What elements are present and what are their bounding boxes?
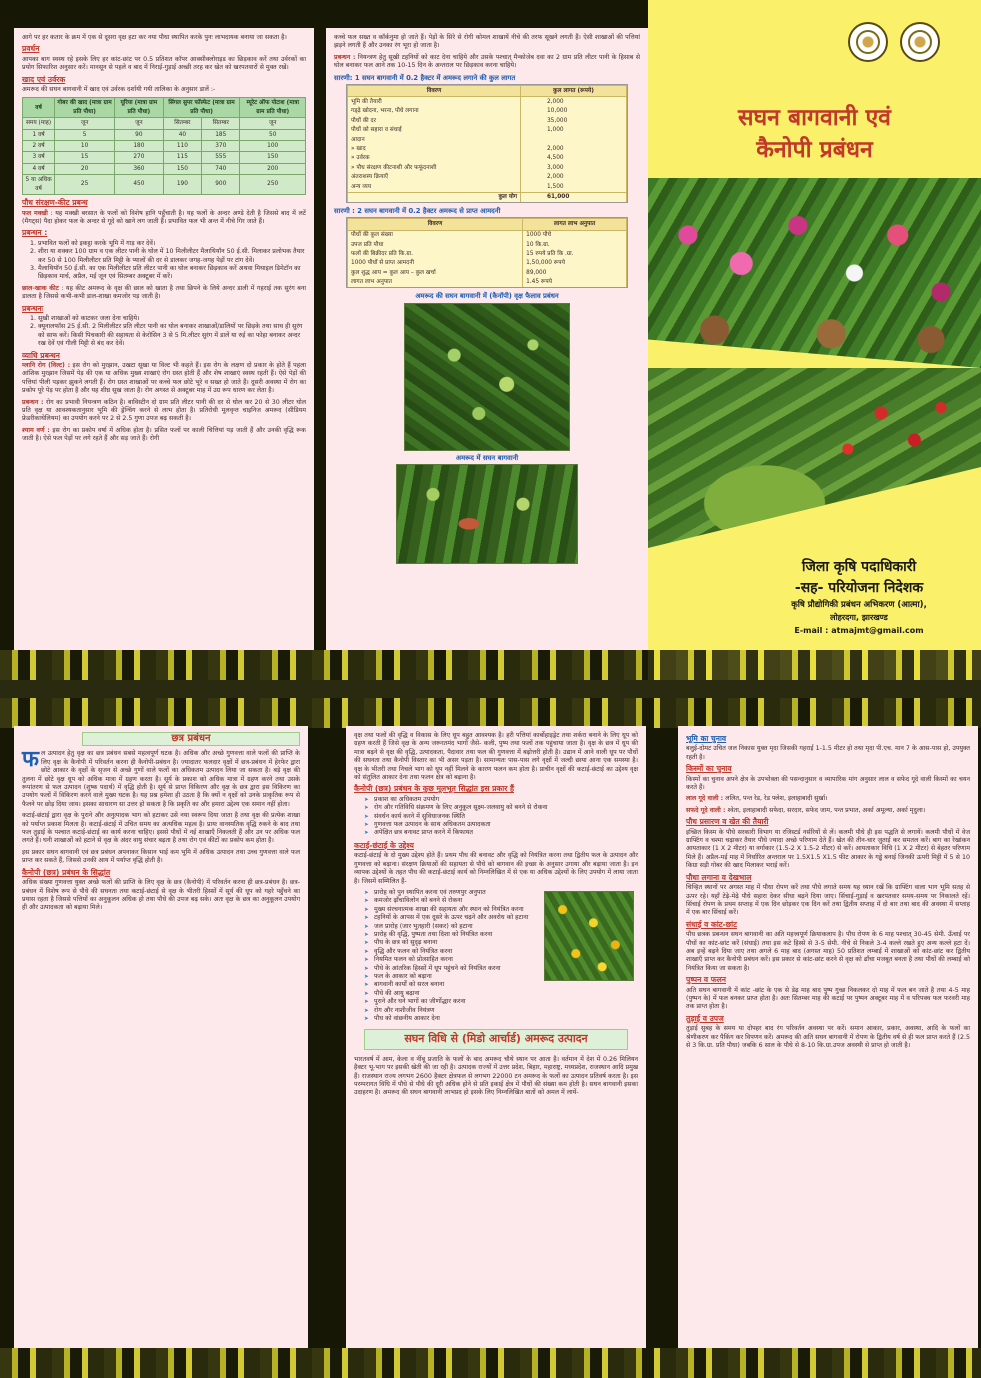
state-emblem-icon xyxy=(900,22,940,62)
paragraph: इच्छित किस्म के पौधे सरकारी विभाग या रजिस्टर्ड नर्सरियों से लें। कलमी पौधे ही इस पद्धति से लगायें। कलमी पौधों में वेज ग्राफ्टिंग व चश्मा चढ़ाकर तैयार पौधे ज्यादा अच्छे परिणाम देते हैं। खेत की तीन-चार जुताई कर समतल करें। बाग का रेखांकन आयताकार (1 X 2 मीटर) या वर्गाकार (1.5-2 X 1.5-2 मीटर) से करें। आयताकार विधि (1 X 2 मीटर) से बेहतर परिणाम मिले हैं। अप्रैल-मई माह में निर्धारित अन्तराल पर 1.5X1.5 X1.5 फीट आकार के गड्ढे बनाई जिनकी ऊपरी मिट्टी में 5 से 10 किग्रा सड़ी गोबर की खाद मिलाकर भराई करें। xyxy=(686,828,970,870)
table-cell: अन्य व्यय xyxy=(348,182,521,192)
table-cell: 185 xyxy=(202,129,240,140)
table-cell: 190 xyxy=(163,175,201,195)
table-total-row xyxy=(348,192,627,202)
paragraph xyxy=(334,54,640,71)
table-header-row xyxy=(23,98,306,118)
lead-term: प्रबन्धन : xyxy=(334,53,356,61)
list-item: ➤ मुख्य संरचनात्मक शाखा की सहायता और स्थान को नियंत्रित करना xyxy=(364,906,638,914)
table-cell: 740 xyxy=(202,163,240,174)
org-line: कृषि प्रौद्योगिकी प्रबंधन अभिकरण (आत्मा), xyxy=(791,600,927,610)
org-line: -सह- परियोजना निदेशक xyxy=(794,580,924,596)
table-cell: 360 xyxy=(115,163,164,174)
paragraph: इस प्रकार सघन बागवानी एवं छत्र प्रबंधन अपनाकर किसान भाई कम भूमि में अधिक उत्पादन तथा उच्च गुणवत्ता वाले फल प्राप्त कर सकते हैं, जिससे उनकी आय में पर्याप्त वृद्धि होती है। xyxy=(22,848,300,865)
table-cell: 900 xyxy=(202,175,240,195)
table-caption: सारणी: 1 सघन बागवानी में 0.2 हैक्टर में अमरूद लगाने की कुल लागत xyxy=(334,73,516,82)
paragraph-text: : यह मक्खी बरसात के फलों को विशेष हानि पहुँचाती है। यह फलों के अन्दर अण्डे देती है जिससे बाद में लटें (मैगट्स) पैदा होकर फल के अन्दर से गूदे को खाने लग जाती हैं। प्रभावित फल भी अन्त में नीचे गिर जाते हैं। xyxy=(22,209,306,225)
table-cell: 15 xyxy=(55,152,115,163)
lead-term: म्लानि रोग (विल्ट) : xyxy=(22,362,71,369)
panel-canopy-management xyxy=(14,726,308,1348)
table-cell: 25 xyxy=(55,175,115,195)
table-cell: 115 xyxy=(163,152,201,163)
table-cell: पौधों की दर xyxy=(348,116,521,125)
list-item: 2. क्यूनालफॉस 25 ई.सी. 2 मिलीलीटर प्रति लीटर पानी का घोल बनाकर शाखाओं/डालियों पर छिड़के तथा साथ ही सुरंग को साफ करें। किसी पिचकारी की सहायता से केरोसिन 3 से 5 मि.लीटर सुरंग में डालें या रुई का फोहा बनाकर अन्दर रख देवें एवं गीली मिट्टी से बंद कर देवें। xyxy=(38,323,306,348)
guava-canopy-photo xyxy=(404,303,570,451)
table-cell: भूमि की तैयारी xyxy=(348,97,521,107)
table-caption: सारणी : 2 सघन बागवानी में 0.2 हैक्टर अमरूद से प्राप्त आमदनी xyxy=(334,206,501,215)
table-cell: 100 xyxy=(240,141,306,152)
paragraph-text: रोग का प्रभावी नियन्त्रण कठिन है। बाविस्टीन दो ग्राम प्रति लीटर पानी की दर से घोल कर 20 से 30 लीटर घोल प्रति वृक्ष या आवश्यकतानुसार भूमि की ड्रेन्चिंग करने से लाभ होता है। प्रतिरोधी मूलवृन्त चाइनिज अमरूद (सीडियम फ्रेडरीकाथेलियम) का उपयोग करने पर 2 से 2.5 गुणा उपज बढ़ सकती है। xyxy=(22,398,306,423)
heading-disease-management: व्याधि प्रबन्धन xyxy=(22,350,60,360)
paragraph-text: ल उत्पादन हेतु वृक्ष का छत्र प्रबंधन सबसे महत्वपूर्ण घटक है। अधिक और अच्छे गुणवत्ता वाले फलों की प्राप्ति के लिए वृक्ष के कैनोपी में परिवर्तन करना ही कैनोपी-प्रबंधन है। ज्यादातर फलदार वृक्षों में छत्र-प्रबंधन में हेरफेर द्वारा छोटे आकार के वृक्षों के सृजन से अच्छे गुणों वाले फलों का अधिकतम उत्पादन लिया जा सकता है। बड़े वृक्ष की तुलना में छोटे वृक्ष धूप को अधिक मात्रा में ग्रहण करता है। सूर्य के प्रकाश को अधिक मात्रा में ग्रहण करने तथा उसके रूपांतरण से फल उत्पादन (शुष्क पदार्थ) में वृद्धि होती है। सूर्य से प्राप्त विकिरण और वृक्ष के छत्र द्वारा इस विकिरण का उपयोग फलों में विकिरण करने वाले मुख्य घटक है। यह प्रश्न हमेशा ही उठता है कि क्यों न वृक्षों को उनके प्राकृतिक रूप से फैलने पर छोड़ दिया जाय। इसका साधारण सा उत्तर हो सकता है कि प्रकृति का और हमारा उद्देश्य एक समान नहीं होता। xyxy=(22,750,300,808)
lead-term: फल मक्खी xyxy=(22,209,48,217)
paragraph-text: नियन्त्रण हेतु सूखी टहनियों को काट देना चाहिये और उसके पश्चात् मैन्कोजेब दवा का 2 ग्राम प्रति लीटर पानी के हिसाब से घोल बनाकर फल आने तक 10-15 दिन के अन्तराल पर छिड़काव करना चाहिये। xyxy=(334,53,640,70)
table-cell: पौधों को सहारा व संधाई xyxy=(348,126,521,135)
paragraph xyxy=(22,210,306,227)
guava-orchard-photo xyxy=(396,464,578,564)
table-cell: 2 वर्ष xyxy=(23,141,55,152)
table-cell: 270 xyxy=(115,152,164,163)
list-item: ➤ प्रारोह की वृद्धि, पुष्पता तथा दिशा को नियंत्रित करना xyxy=(364,931,638,939)
brochure-inner-side xyxy=(0,698,981,1378)
paragraph-text: ललित, पन्त रेड, रेड फ्लेश, इलाहाबादी सुर्खा। xyxy=(725,795,828,803)
list-item: ➤ अपेक्षित छत्र बनावट प्राप्त करने में किफायत xyxy=(364,829,638,837)
table-cell: फलों की बिक्रीदर प्रति कि.ग्रा. xyxy=(348,250,523,259)
panel-cultivation-steps xyxy=(678,726,978,1348)
table-cell: लागत लाभ अनुपात xyxy=(348,278,523,287)
paragraph xyxy=(686,807,970,815)
table-cell: » पौध संरक्षण कीटनाशी और फफूंदनाशी xyxy=(348,163,521,172)
department-seal-icon xyxy=(848,22,888,62)
table-row xyxy=(23,163,306,174)
table-cell xyxy=(520,135,626,144)
table-header-cell: सिंगल सुपर फॉस्फेट (मात्रा ग्राम प्रति पौधा) xyxy=(163,98,240,118)
table-cell: 1000 पौधों से प्राप्त आमदनी xyxy=(348,259,523,268)
list-item: ➤ कमजोर ढ़ाँचाविलोन को बनने से रोकना xyxy=(364,897,638,905)
table-cell: पौधों की कुल संख्या xyxy=(348,230,523,240)
table-row xyxy=(348,182,627,192)
management-list xyxy=(38,315,306,349)
table-header-cell: म्यूरेट ऑफ पोटाश (मात्रा ग्राम प्रति पौधा) xyxy=(240,98,306,118)
table-row xyxy=(348,126,627,135)
list-item: 2. शीरा या शक्कर 100 ग्राम व एक लीटर पानी के घोल में 10 मिलीलीटर मैलाथियॉन 50 ई.सी. मिलाकर प्रलोभक तैयार कर 50 से 100 मिलीलीटर प्रति मिट्टी के प्यालों की दर से डालकर जगह-जगह पेड़ों पर टांग देवें। xyxy=(38,248,306,265)
table-cell: 61,000 xyxy=(520,192,626,202)
heading-pruning-objectives: कटाई-छंटाई के उद्देश्य xyxy=(354,840,414,850)
email-address: atmajmt@gmail.com xyxy=(831,626,924,635)
apple-orchard-photo xyxy=(648,368,981,548)
table-header-cell: गोबर की खाद (मात्रा ग्राम प्रति पौधा) xyxy=(55,98,115,118)
paragraph: कटाई-छंटाई द्वारा वृक्ष के पुराने और अनुत्पादक भाग को हटाकर उसे नया स्वरूप दिया जाता है तथा वृक्ष की प्रत्येक शाखा को पर्याप्त प्रकाश मिलता है। कटाई-छंटाई में उचित समय का अत्यधिक महत्व है। प्रायः वानस्पतिक वृद्धि रुकने के बाद तथा फल तुड़ाई के पश्चात कटाई-छंटाई का कार्य करना चाहिए। इससे पौधों में नई शाखाएँ निकलती हैं और उन पर अधिक फल लगते हैं। घनी शाखाओं को हटाने से वृक्ष के अंदर वायु संचार बढ़ता है तथा रोग एवं कीटों का प्रकोप कम होता है। xyxy=(22,812,300,845)
income-table xyxy=(346,217,628,288)
table-cell: 110 xyxy=(163,141,201,152)
table-cell: गड्ढ़े खोदना, भरना, पौधे लगाना xyxy=(348,107,521,116)
panel-nutrient-pest-management xyxy=(14,28,314,650)
table-cell: 1,50,000 रूपये xyxy=(523,259,627,268)
paragraph xyxy=(22,362,306,396)
table-cell: 150 xyxy=(163,163,201,174)
table-cell: 555 xyxy=(202,152,240,163)
paragraph: किस्मों का चुनाव अपने क्षेत्र के उपभोक्ता की पसन्दानुसार व व्यापारिक मांग अनुसार लाल व सफेद गूदे वाली किस्मों का चयन करते हैं। xyxy=(686,775,970,792)
section-banner: सघन विधि से (मिडो आर्चार्ड) अमरूद उत्पादन xyxy=(364,1029,628,1049)
list-item: ➤ फल के आकार को बढ़ाना xyxy=(364,973,638,981)
table-cell: 370 xyxy=(202,141,240,152)
list-item: ➤ पौधे के आंतरिक हिस्सों में धूप पहुंचने को नियंत्रित करना xyxy=(364,965,638,973)
table-cell: 35,000 xyxy=(520,116,626,125)
list-item: ➤ पौध के छत्र को सुदृढ़ बनाना xyxy=(364,939,638,947)
list-item: 3. मैलाथियॉन 50 ई.सी. का एक मिलीलीटर प्रति लीटर पानी का घोल बनाकर छिड़काव करें अथवा मिथाइल डिमेटॉन का छिड़काव मार्च, अप्रैल, मई जून एवं सितम्बर अक्टूबर में करें। xyxy=(38,265,306,282)
heading-harvest-yield: तुड़ाई व उपज xyxy=(686,1013,724,1023)
foliage-border xyxy=(0,1348,981,1378)
paragraph: बलुई-दोमट उचित जल निकास युक्त मृदा जिसकी गहराई 1-1.5 मीटर हो तथा मृदा पी.एच. मान 7 के आस-पास हो, उपयुक्त रहती है। xyxy=(686,745,970,761)
table-row xyxy=(348,268,627,277)
cover-title-line: सघन बागवानी एवं xyxy=(738,104,891,131)
paragraph-text: इस रोग का प्रकोप वर्षा में अधिक होता है। प्रसित फलों पर काली चित्तियां पड़ जाती हैं और उनकी वृद्धि रूक जाती है। ऐसे फल पेड़ों पर लगे रहते हैं और सड़ जाते हैं। रोगी xyxy=(22,426,306,443)
list-item: ➤ प्रकाश का अधिकतम उपयोग xyxy=(364,796,638,804)
table-cell: 1,500 xyxy=(520,182,626,192)
paragraph: पौध छत्रक प्रबन्धन सघन बागवानी का अति महत्त्वपूर्ण क्रियाकलाप है। पौध रोपण के 6 माह पश्चात् 30-45 सेमी. ऊँचाई पर पौधों का कांट-छांट करें (संधाई) तथा इस कटे हिस्से से 3-5 सेमी. नीचे से निकले 3-4 कल्ले रखते हुए अन्य कल्ले हटा दें। अब इन्हें बढ़ने दिया जाए तथा अगले 6 माह बाद (अगस्त माह) 50 प्रतिशत लम्बाई में शाखाओं को कांट-छांट कर द्वितीय शाखाएँ प्राप्त कर कैनोपी प्रबंधन करें। इस प्रकार से कांट-छांट करने से वृक्ष को ढाँचा मजबूत बनता है तथा पौधों की लम्बाई को नियंत्रित किया जा सकता है। xyxy=(686,931,970,972)
heading-training-pruning: संधाई व कांट-छांट xyxy=(686,919,737,929)
table-row xyxy=(348,278,627,287)
org-line: लोहरदगा, झारखण्ड xyxy=(830,613,888,622)
table-cell: » उर्वरक xyxy=(348,154,521,163)
table-cell: 10 कि.ग्रा. xyxy=(523,240,627,249)
table-cell: अंतराशस्य क्रियाएँ xyxy=(348,173,521,182)
list-item: ➤ रोग और नाशीजीव नियंत्रण xyxy=(364,1007,638,1015)
table-row xyxy=(23,118,306,129)
heading-field-preparation: पौध प्रसारण व खेत की तैयारी xyxy=(686,817,769,827)
paragraph xyxy=(22,285,306,302)
paragraph: आगे पर हर कतार के क्रम में एक से दूसरा वृक्ष हटा कर नया पौधा स्थापित करके पुनः लाभदायक बनाया जा सकता है। xyxy=(22,34,287,41)
table-cell: 1 वर्ष xyxy=(23,129,55,140)
table-cell: समय (माह) xyxy=(23,118,55,129)
table-cell: कुल योग xyxy=(348,192,521,202)
heading-variety-selection: किस्मों का चुनाव xyxy=(686,764,732,774)
paragraph: भारतवर्ष में आम, केला व नींबू प्रजाति के फलों के बाद अमरूद चौथे स्थान पर आता है। वर्तमान में देश में 0.26 मिलियन हैक्टर भू-भाग पर इसकी खेती की जा रही है। उत्पादक राज्यों में उत्तर प्रदेश, बिहार, महाराष्ट्र, मध्यप्रदेश, राजस्थान आदि प्रमुख हैं। राजस्थान राज्य लगभग 2600 हैक्टर क्षेत्रफल से लगभग 22000 टन अमरूद के फलों का उत्पादन प्रतिवर्ष करता है। इस परम्परागत विधि में पौधे से पौधे की दूरी अधिक होने से प्रति इकाई क्षेत्र में पौधों की संख्या कम होती है। सघन बागवानी इसका उदाहरण है। अमरूद की सघन बागवानी लाभप्रद हो इसके लिए निम्नलिखित बातों को अमल में लायें- xyxy=(354,1055,638,1097)
paragraph-text: श्वेता, इलाहाबादी सफेदा, सरदार, सफेद जाम, पन्त प्रभात, अर्का अमूल्या, अर्का मृदुला। xyxy=(727,806,926,814)
photo-caption: अमरूद की सघन बागवानी में (कैनॉपी) वृक्ष फैलाव प्रबंधन xyxy=(415,292,559,301)
list-item: ➤ टहनियों के आपस में एक दूसरे के ऊपर चढ़ने और अवरोध को हटाना xyxy=(364,914,638,922)
table-cell: 450 xyxy=(115,175,164,195)
table-cell: 3,000 xyxy=(520,163,626,172)
paragraph: अति सघन बागवानी में कांट -छांट के एक से डेढ़ माह बाद पुष्प गुच्छ निकलकर दो माह में फल बन जाते है तथा 4-5 माह (पुष्पन के) में फल बनकर प्राप्त होता है। अतः सितम्बर माह की कटाई पर पुष्पन अक्टूबर माह में व परिपक्व फल फरवरी माह तक प्राप्त होता है। xyxy=(686,986,970,1011)
lead-term: लाल गूदे वाली : xyxy=(686,795,724,803)
org-line: जिला कृषि पदाधिकारी xyxy=(801,559,917,575)
table-cell: 5 xyxy=(55,129,115,140)
table-row xyxy=(348,240,627,249)
table-cell: 1.45 रूपये xyxy=(523,278,627,287)
table-row xyxy=(348,173,627,182)
paragraph xyxy=(22,399,306,424)
paragraph xyxy=(22,747,300,809)
cost-table xyxy=(346,84,628,203)
table-row xyxy=(348,230,627,240)
table-row xyxy=(348,97,627,107)
lead-term: श्याम वर्ण : xyxy=(22,426,50,434)
paragraph: अधिक संख्या गुणवत्ता युक्त अच्छे फलों की प्राप्ति के लिए वृक्ष के छत्र (कैनोपी) में परिवर्तन करना ही छत्र-प्रबंधन है। छत्र-प्रबंधन में विशेष रूप से पौधे की सघनता तथा कटाई-छंटाई से वृक्ष के भीतरी हिस्सों में सूर्य की धूप को गहरे पहुँचने का प्रयास रहता है जिससे पत्तियों का अनुकूलन अधिक हो तथा पौधे की उपज बढ़ सके। अतः वृक्ष के छत्र का अनुकूलन उपयोग ही और उत्पादकता को बढ़ाया मिले। xyxy=(22,879,300,912)
heading-pravardhan: प्रवर्धन xyxy=(22,44,40,54)
table-cell: आदान xyxy=(348,135,521,144)
section-banner: छत्र प्रबंधन xyxy=(82,732,300,746)
table-row xyxy=(348,250,627,259)
table-row xyxy=(348,116,627,125)
drop-cap: फ xyxy=(22,747,39,773)
table-cell: सितम्बर xyxy=(202,118,240,129)
lead-term: सफदे गूदे वाली : xyxy=(686,806,726,814)
table-row xyxy=(348,154,627,163)
heading-basic-principles: कैनोपी (छत्र) प्रबंधन के कुछ मूलभूत सिद्धांत इस प्रकार हैं xyxy=(354,784,515,794)
table-header-cell: यूरिया (मात्रा ग्राम प्रति पौधा) xyxy=(115,98,164,118)
table-row xyxy=(348,107,627,116)
table-cell: जून xyxy=(55,118,115,129)
heading-pest-management: पौध संरक्षण-कीट प्रबन्ध xyxy=(22,198,88,208)
cover-panel xyxy=(648,0,981,680)
heading-manure-fertilizer: खाद एवं उर्वरक xyxy=(22,74,66,84)
management-list xyxy=(38,240,306,282)
list-item: ➤ पुराने और घने भागों का जीर्णोद्धार करना xyxy=(364,998,638,1006)
table-header-cell: विवरण xyxy=(348,219,523,230)
paragraph: वृक्ष तथा फलों की वृद्धि व विकास के लिए धूप बहुत आवश्यक है। हरी पत्तियां कार्बोहाइड्रेट तथा शर्करा बनाने के लिए धूप को ग्रहण करती हैं जिसे वृक्ष के अन्य जरूरतमंद भागों जैसे- कली, पुष्प तथा फलों तक पहुंचाया जाता है। वृक्ष के छत्र में धूप की मात्रा बढ़ने से वृक्ष की वृद्धि, उत्पादकता, पैदावार तथा फल की गुणवत्ता में बढ़ोत्तरी होती है। उद्यान में आने वाली धूप पर पौधों की सघनता तथा कैनोपी विस्तार का भी असर पड़ता है। सामान्यतः पास-पास लगे वृक्षों में जल्दी छाया आना एक समस्या है। वृक्ष के भीतरी तथा निचले भाग को धूप नहीं मिलने के कारण फलन कम होता है। प्राचीन वृक्षों की कटाई-छंटाई का उद्देश्य वृक्ष को संतुलित आकार देना तथा फलन क्षेत्र को बढ़ाना है। xyxy=(354,732,638,782)
table-cell: 40 xyxy=(163,129,201,140)
paragraph: कटाई-छंटाई के दो मुख्य उद्देश्य होते हैं। प्रथम पौध की बनावट और वृद्धि को नियंत्रित करना तथा द्वितीय फल के उत्पादन और गुणवत्ता को बढ़ाना। संरक्षण क्रियाओं की सहायता से पौधे को बागवान की इच्छा के अनुसार उगाया और बढ़ाया जाता है। इन व्यापक उद्देश्यों के तहत पौध की कटाई-छंटाई कार्य को निम्नलिखित में से एक या अधिक उद्देश्यों के लिए उपयोग में लाया जाता है। जिसमें सम्मिलित हैं- xyxy=(354,852,638,885)
table-header-cell: विवरण xyxy=(348,86,521,97)
panel-cost-income xyxy=(326,28,648,650)
paragraph: आपका बाग स्वस्थ रहे इसके लिए हर कांट-छांट पर 0.5 प्रतिशत कॉपर आक्सीक्लोराइड का छिड़काव करें तथा उर्वरकों का प्रयोग सिफारिश अनुसार करें। मानसून से पहले व बाद में निराई-गुड़ाई अच्छी तरह कर खेत को खरपतवारों से मुक्त रखें। xyxy=(22,55,306,72)
table-cell: जून xyxy=(115,118,164,129)
table-cell: 15 रुपये प्रति कि .ग्रा. xyxy=(523,250,627,259)
email-line xyxy=(744,624,974,638)
table-cell: 4 वर्ष xyxy=(23,163,55,174)
table-cell: 2,000 xyxy=(520,97,626,107)
list-item: ➤ पौध को वांछनीय आकार देना xyxy=(364,1015,638,1023)
cover-title xyxy=(648,102,981,166)
heading-flowering-fruiting: पुष्पन व फलन xyxy=(686,975,727,985)
table-header-row xyxy=(348,219,627,230)
table-header-cell: कुल लागत (रूपये) xyxy=(520,86,626,97)
organization-block xyxy=(744,556,974,638)
table-cell: 4,500 xyxy=(520,154,626,163)
list-item: 1. प्रभावित फलों को इकट्ठा करके भूमि में गाड़ कर देवें। xyxy=(38,240,306,248)
table-cell: 1000 पौधे xyxy=(523,230,627,240)
photo-caption: अमरूद में सघन बागवानी xyxy=(455,453,519,462)
table-cell: 3 वर्ष xyxy=(23,152,55,163)
list-item: ➤ गुणवत्ता फल उत्पादन के साथ अधिकतम उत्पादकता xyxy=(364,821,638,829)
fertilizer-table xyxy=(22,97,306,195)
table-row xyxy=(23,141,306,152)
table-cell: 50 xyxy=(240,129,306,140)
table-row xyxy=(348,163,627,172)
table-cell: 5 या अधिक वर्ष xyxy=(23,175,55,195)
heading-management: प्रबन्धनः xyxy=(22,303,44,313)
list-item: ➤ संवर्धन कार्य करने में सुविधाजनक स्थिति xyxy=(364,813,638,821)
table-cell: 89,000 xyxy=(523,268,627,277)
panel-pruning-objectives xyxy=(346,726,646,1348)
table-header-row xyxy=(348,86,627,97)
paragraph-text: : यह कीट अमरूद के वृक्ष की छाल को खाता है तथा छिपने के लिये अन्दर डाली में गहराई तक सुरंग बना डालता है जिससे कभी-कभी डाल-शाखा कमजोर पड़ जाती है। xyxy=(22,284,306,301)
list-item: ➤ प्रारोह को पुन स्थापित करना एवं तरुणपुर अनुपात xyxy=(364,889,638,897)
table-cell: 150 xyxy=(240,152,306,163)
objectives-list xyxy=(364,889,638,1024)
paragraph-text: इस रोग को मुरझान, उखटा सूखा या विल्ट भी कहते हैं। इस रोग के लक्षण दो प्रकार के होते हैं पहला आंशिक मुरझान जिसमें पेड़ की एक या अधिक मुख्य शाखाएं रोग ग्रस्त होती हैं और शेष शाखाएं स्वस्थ रहती हैं। ऐसे पेड़ों की पत्तियां पीली पड़कर झुकने लगती हैं। रोग ग्रस्त शाखाओं पर कच्चे फल छोटे भूरे व सख्त हो जाते हैं। दूसरी अवस्था में रोग का प्रकोप पूरे पेड़ पर होता है और यह शीघ्र सूख जाता है। रोग अगस्त से अक्टूबर माह में उग्र रूप धारण कर लेता है। xyxy=(22,362,306,395)
list-item: ➤ पौधे की आयु बढ़ाना xyxy=(364,990,638,998)
paragraph: कच्चे फल सख्त व कॉर्कनुमा हो जाते हैं। पेड़ों के सिरे से रोगी कोमल शाखायें नीचे की तरफ सूखने लगती हैं। ऐसी शाखाओं की पत्तियां झड़ने लगती हैं और उनका रंग भूरा हो जाता है। xyxy=(334,34,640,50)
table-cell: उपज प्रति पौधा xyxy=(348,240,523,249)
list-item: ➤ वृद्धि और फलन को नियंत्रित करना xyxy=(364,948,638,956)
lead-term: छाल-खाक कीट xyxy=(22,284,59,292)
principles-list xyxy=(364,796,638,838)
table-cell: 10 xyxy=(55,141,115,152)
table-cell: 20 xyxy=(55,163,115,174)
paragraph: चिन्हित स्थानों पर अगस्त माह में पौधा रोपण करें तथा पौधे लगाते समय यह ध्यान रखें कि ग्राफ्टिंग वाला भाग भूमि सतह से ऊपर रहे। यहाँ टेढ़े-मेढ़े पौधे सहारा देकर सीधा बढ़ने दिया जाए। सिंचाई-गुड़ाई व खरपतवार समय-समय पर निकालते रहें। सिंचाई रोपण के प्रथम सप्ताह में एक दिन छोड़कर एक दिन करें तथा द्वितीय सप्ताह में दो बार तथा बाद की अवस्था में सप्ताह में एक बार सिंचाई करें। xyxy=(686,884,970,917)
table-row xyxy=(348,135,627,144)
table-cell: 250 xyxy=(240,175,306,195)
list-item: ➤ जल प्रारोह (जार भुतहारी (सकर) को हटाना xyxy=(364,923,638,931)
paragraph xyxy=(22,427,306,444)
list-item: ➤ बागवानी कार्यों को सरल बनाना xyxy=(364,981,638,989)
heading-management: प्रबन्धन : xyxy=(22,228,48,238)
paragraph: तुड़ाई सुबह के समय या दोपहर बाद रंग परिवर्तन अवस्था पर करें। समान आकार, प्रकार, अवस्था, आदि के फलों का श्रेणीकरण कर पैकिंग कर विपणन करें। अमरूद की अति सघन बागवानी में रोपण के द्वितीय वर्ष से ही फल प्राप्त करते हैं (2.5 से 3 कि.ग्रा. प्रति पौधा) जबकि 6 साल के पौधे से 8-10 कि.ग्रा.उपज अवस्थी से प्राप्त हो जाती है। xyxy=(686,1025,970,1049)
flower-pots-photo xyxy=(648,178,981,368)
foliage-border xyxy=(0,650,981,680)
heading-planting-care: पौधा लगाना व देखभाल xyxy=(686,872,752,882)
table-cell: 2,000 xyxy=(520,173,626,182)
list-item: 1. सूखी शाखाओं को काटकर जला देना चाहिये। xyxy=(38,315,306,323)
paragraph xyxy=(686,795,970,803)
lead-term: प्रबन्धन : xyxy=(22,398,44,406)
table-cell: 2,000 xyxy=(520,144,626,153)
table-cell: 90 xyxy=(115,129,164,140)
table-cell: 200 xyxy=(240,163,306,174)
table-row xyxy=(348,259,627,268)
table-row xyxy=(348,144,627,153)
table-header-cell: वर्ष xyxy=(23,98,55,118)
heading-land-selection: भूमि का चुनाव xyxy=(686,734,727,743)
table-cell: जून xyxy=(240,118,306,129)
table-cell: सितम्बर xyxy=(163,118,201,129)
brochure-outer-side xyxy=(0,0,981,680)
table-row xyxy=(23,152,306,163)
table-cell: 1,000 xyxy=(520,126,626,135)
paragraph: अमरूद की सघन बागवानी में खाद एवं उर्वरक दर्शायी गयी तालिका के अनुसार डालें :- xyxy=(22,86,216,94)
list-item: ➤ रोग और गतिविधि संक्रमण के लिए अनुकूल सूक्ष्म-जलवायु को बनने से रोकना xyxy=(364,804,638,812)
table-row xyxy=(23,129,306,140)
table-header-cell: लागत लाभ अनुपात xyxy=(523,219,627,230)
email-label: E-mail : xyxy=(794,626,829,635)
table-cell: कुल शुद्ध आय = कुल आय – कुल खर्चा xyxy=(348,268,523,277)
table-cell: 180 xyxy=(115,141,164,152)
table-row xyxy=(23,175,306,195)
foliage-border xyxy=(0,698,981,728)
cover-title-line: कैनोपी प्रबंधन xyxy=(756,136,873,163)
table-cell: 10,000 xyxy=(520,107,626,116)
list-item: ➤ नियमित फलन को प्रोत्साहित करना xyxy=(364,956,638,964)
table-cell: » खाद xyxy=(348,144,521,153)
heading-canopy-principles: कैनोपी (छत्र) प्रबंधन के सिद्धांत xyxy=(22,867,111,877)
